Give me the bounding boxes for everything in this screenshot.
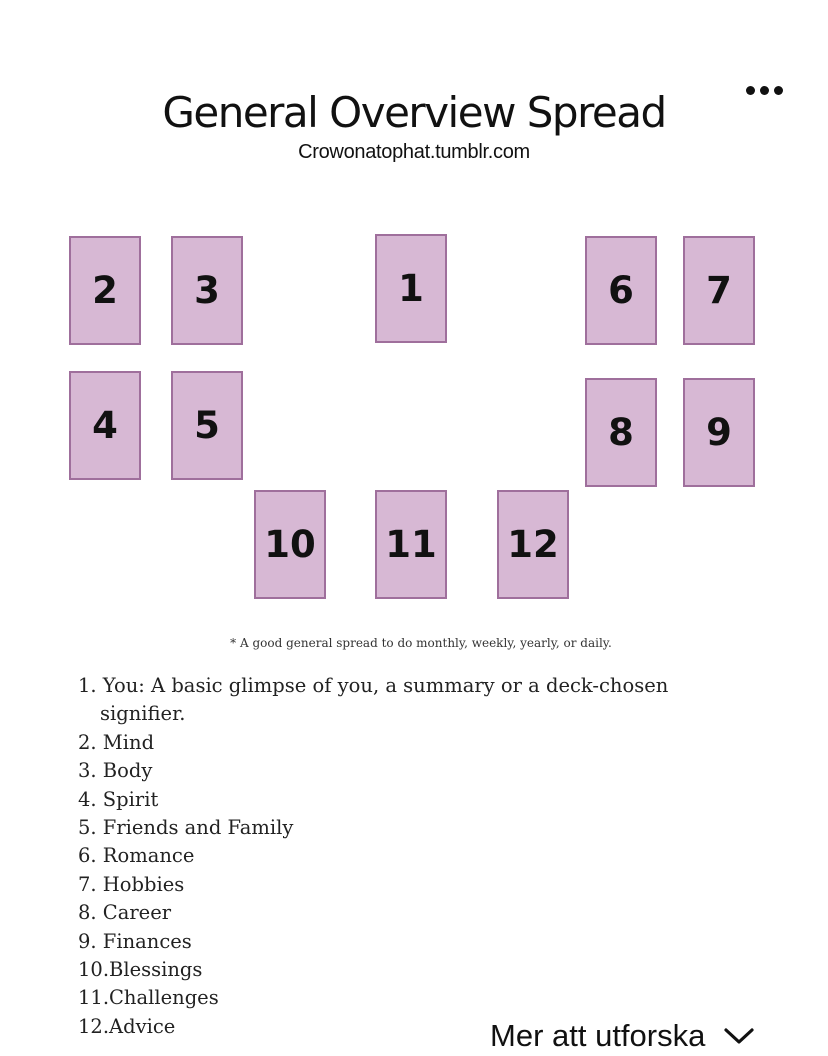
legend-item: 4. Spirit xyxy=(78,787,159,811)
legend-item: 11.Challenges xyxy=(78,986,219,1010)
card-position-5: 5 xyxy=(171,371,243,480)
legend-item: 12.Advice xyxy=(78,1014,176,1038)
explore-more-button[interactable] xyxy=(490,1016,755,1056)
card-position-2: 2 xyxy=(69,236,141,345)
card-position-4: 4 xyxy=(69,371,141,480)
explore-more-label: Mer att utforska xyxy=(490,1018,706,1053)
card-position-9: 9 xyxy=(683,378,755,487)
card-position-1: 1 xyxy=(375,234,447,343)
card-position-11: 11 xyxy=(375,490,447,599)
card-position-6: 6 xyxy=(585,236,657,345)
spread-source: Crowonatophat.tumblr.com xyxy=(298,141,530,163)
legend-item: 7. Hobbies xyxy=(78,872,185,896)
card-position-8: 8 xyxy=(585,378,657,487)
spread-note: * A good general spread to do monthly, weekly, yearly, or daily. xyxy=(230,636,612,650)
legend-item: 5. Friends and Family xyxy=(78,816,294,840)
card-position-3: 3 xyxy=(171,236,243,345)
legend-item: 3. Body xyxy=(78,759,153,783)
legend-item: 10.Blessings xyxy=(78,958,203,982)
card-position-7: 7 xyxy=(683,236,755,345)
spread-title: General Overview Spread xyxy=(162,88,666,137)
legend-item: 8. Career xyxy=(78,901,172,925)
chevron-down-icon xyxy=(723,1026,755,1046)
card-position-12: 12 xyxy=(497,490,569,599)
legend-item: 6. Romance xyxy=(78,844,195,868)
card-position-10: 10 xyxy=(254,490,326,599)
position-legend xyxy=(78,672,718,1041)
legend-item: 9. Finances xyxy=(78,929,192,953)
legend-item: 1. You: A basic glimpse of you, a summary or a deck-chosen signifier. xyxy=(78,674,669,726)
legend-item: 2. Mind xyxy=(78,730,155,754)
